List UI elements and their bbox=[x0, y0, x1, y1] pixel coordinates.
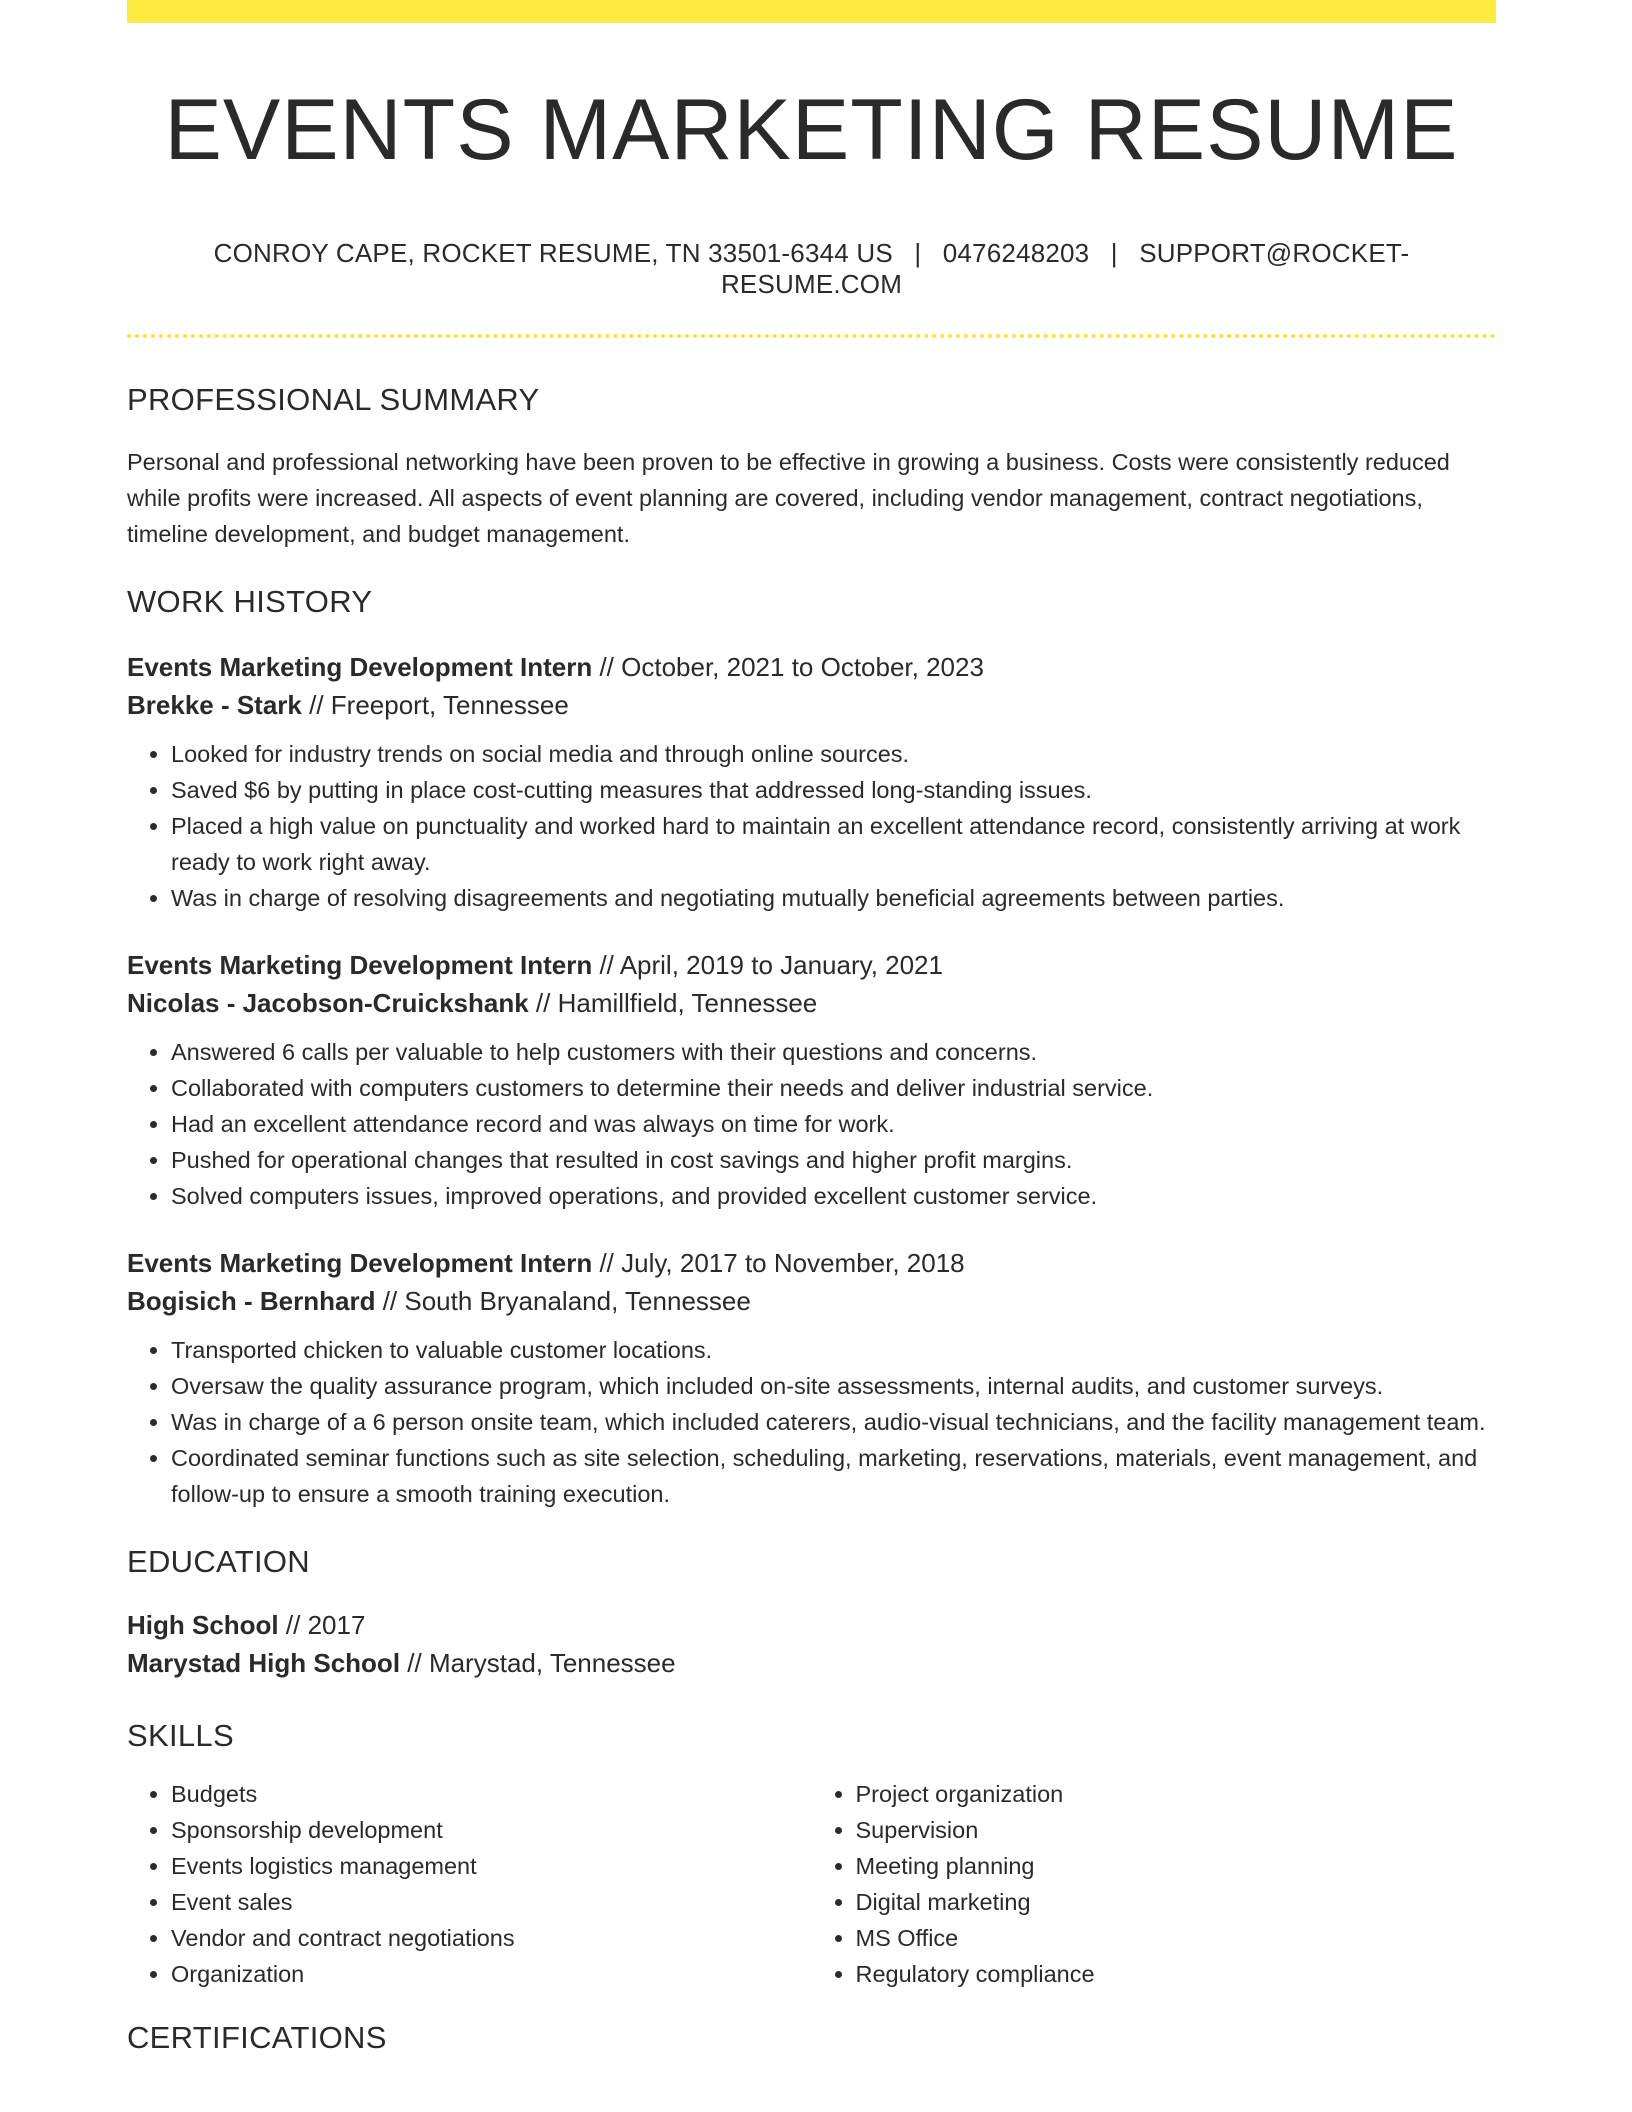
education-entry bbox=[127, 1606, 1496, 1682]
skill-item: • Budgets bbox=[171, 1776, 812, 1812]
school-location: // Marystad, Tennessee bbox=[400, 1647, 676, 1678]
job-bullets bbox=[127, 1332, 1496, 1512]
list-item: • Pushed for operational changes that resulted in cost savings and higher profit margins. bbox=[171, 1142, 1496, 1178]
skill-item: • MS Office bbox=[856, 1920, 1497, 1956]
company-name: Brekke - Stark bbox=[127, 689, 302, 720]
certifications-heading: CERTIFICATIONS bbox=[127, 2019, 387, 2055]
work-history-heading: WORK HISTORY bbox=[127, 583, 373, 619]
school-name: Marystad High School bbox=[127, 1647, 401, 1678]
job-entry bbox=[127, 946, 1496, 1214]
job-company-line bbox=[127, 686, 1496, 724]
skills-heading: SKILLS bbox=[127, 1717, 234, 1753]
job-bullets bbox=[127, 736, 1496, 916]
list-item: • Was in charge of a 6 person onsite team, which included caterers, audio-visual technicians, and the facility management team. bbox=[171, 1404, 1496, 1440]
skill-item: • Vendor and contract negotiations bbox=[171, 1920, 812, 1956]
list-item: • Collaborated with computers customers to determine their needs and deliver industrial service. bbox=[171, 1070, 1496, 1106]
company-location: // Freeport, Tennessee bbox=[301, 689, 569, 720]
separator: | bbox=[1110, 237, 1118, 268]
job-company-line bbox=[127, 984, 1496, 1022]
skills-grid bbox=[127, 1776, 1496, 1992]
skill-item: • Organization bbox=[171, 1956, 812, 1992]
school-line bbox=[127, 1644, 1496, 1682]
degree: High School bbox=[127, 1609, 279, 1640]
education-year: // 2017 bbox=[278, 1609, 366, 1640]
resume-page bbox=[127, 0, 1496, 2056]
education-heading: EDUCATION bbox=[127, 1543, 310, 1579]
summary-heading: PROFESSIONAL SUMMARY bbox=[127, 381, 540, 417]
job-title: Events Marketing Development Intern bbox=[127, 651, 593, 682]
degree-line bbox=[127, 1606, 1496, 1644]
list-item: • Transported chicken to valuable customer locations. bbox=[171, 1332, 1496, 1368]
email-link[interactable]: SUPPORT@ROCKET-RESUME.COM bbox=[720, 237, 1410, 299]
accent-bar bbox=[127, 0, 1496, 23]
summary-text: Personal and professional networking have been proven to be effective in growing a business. Costs were consistently reduced while profits were increased. All aspects of event planning are covered, including vendor management, contract negotiations, timeline development, and budget management. bbox=[127, 448, 1450, 547]
phone: 0476248203 bbox=[942, 237, 1090, 268]
company-location: // Hamillfield, Tennessee bbox=[528, 987, 818, 1018]
job-dates: // April, 2019 to January, 2021 bbox=[592, 949, 943, 980]
skill-item: • Event sales bbox=[171, 1884, 812, 1920]
job-title: Events Marketing Development Intern bbox=[127, 949, 593, 980]
job-dates: // October, 2021 to October, 2023 bbox=[592, 651, 984, 682]
skill-item: • Events logistics management bbox=[171, 1848, 812, 1884]
skill-item: • Meeting planning bbox=[856, 1848, 1497, 1884]
list-item: • Coordinated seminar functions such as site selection, scheduling, marketing, reservations, materials, event management, and follow-up to ensure a smooth training execution. bbox=[171, 1440, 1496, 1512]
skill-item: • Regulatory compliance bbox=[856, 1956, 1497, 1992]
address: CONROY CAPE, ROCKET RESUME, TN 33501-6344 US bbox=[213, 237, 893, 268]
job-bullets bbox=[127, 1034, 1496, 1214]
company-location: // South Bryanaland, Tennessee bbox=[375, 1285, 751, 1316]
skill-item: • Sponsorship development bbox=[171, 1812, 812, 1848]
list-item: • Looked for industry trends on social media and through online sources. bbox=[171, 736, 1496, 772]
separator: | bbox=[914, 237, 922, 268]
job-dates: // July, 2017 to November, 2018 bbox=[592, 1247, 965, 1278]
job-entry bbox=[127, 1244, 1496, 1512]
list-item: • Was in charge of resolving disagreements and negotiating mutually beneficial agreements between parties. bbox=[171, 880, 1496, 916]
skill-item: • Project organization bbox=[856, 1776, 1497, 1812]
skills-right-column bbox=[812, 1776, 1497, 1992]
job-title-line bbox=[127, 946, 1496, 984]
job-company-line bbox=[127, 1282, 1496, 1320]
job-title-line bbox=[127, 1244, 1496, 1282]
list-item: • Oversaw the quality assurance program, which included on-site assessments, internal audits, and customer surveys. bbox=[171, 1368, 1496, 1404]
list-item: • Solved computers issues, improved operations, and provided excellent customer service. bbox=[171, 1178, 1496, 1214]
dotted-divider bbox=[127, 334, 1496, 338]
company-name: Bogisich - Bernhard bbox=[127, 1285, 376, 1316]
list-item: • Placed a high value on punctuality and worked hard to maintain an excellent attendance record, consistently arriving at work ready to work right away. bbox=[171, 808, 1496, 880]
list-item: • Answered 6 calls per valuable to help customers with their questions and concerns. bbox=[171, 1034, 1496, 1070]
list-item: • Had an excellent attendance record and was always on time for work. bbox=[171, 1106, 1496, 1142]
job-entry bbox=[127, 648, 1496, 916]
job-title-line bbox=[127, 648, 1496, 686]
job-title: Events Marketing Development Intern bbox=[127, 1247, 593, 1278]
skills-left-column bbox=[127, 1776, 812, 1992]
resume-title: EVENTS MARKETING RESUME bbox=[164, 82, 1459, 178]
contact-line bbox=[127, 238, 1496, 300]
company-name: Nicolas - Jacobson-Cruickshank bbox=[127, 987, 529, 1018]
skill-item: • Digital marketing bbox=[856, 1884, 1497, 1920]
list-item: • Saved $6 by putting in place cost-cutting measures that addressed long-standing issues. bbox=[171, 772, 1496, 808]
skill-item: • Supervision bbox=[856, 1812, 1497, 1848]
